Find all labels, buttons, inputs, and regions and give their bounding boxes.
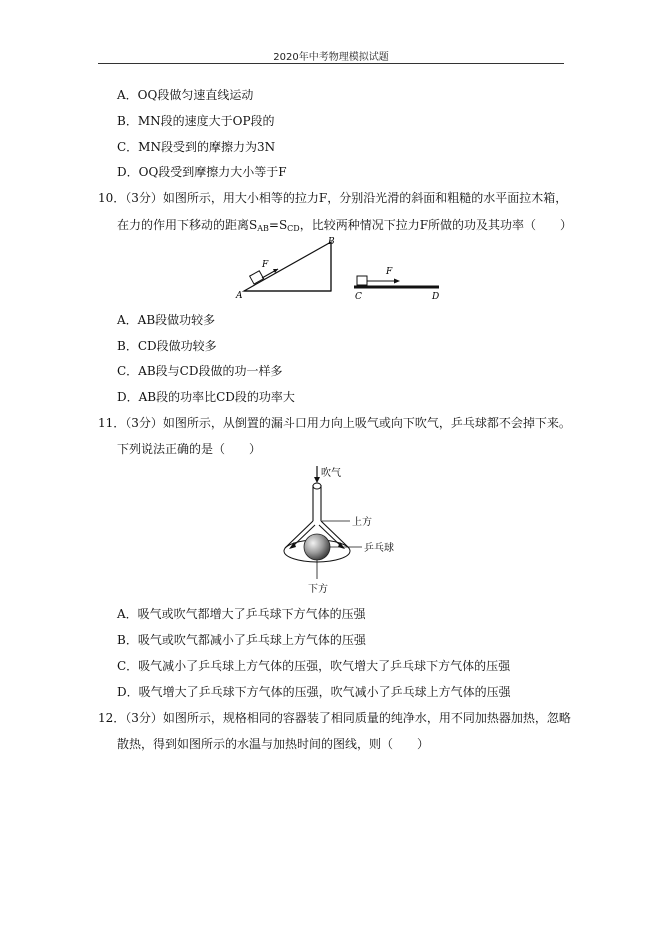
q12-stem-line2: 散热，得到如图所示的水温与加热时间的图线，则（ ） <box>117 737 430 751</box>
q11-option-a: A．吸气或吹气都增大了乒乓球下方气体的压强 <box>117 607 366 621</box>
q10-option-a: A．AB段做功较多 <box>117 313 216 327</box>
q11-funnel-figure <box>276 463 394 598</box>
q9-option-c: C．MN段受到的摩擦力为3N <box>117 140 276 154</box>
label-above: 上方 <box>352 517 372 528</box>
q9-option-b: B．MN段的速度大于OP段的 <box>117 114 275 128</box>
q11-stem-line2: 下列说法正确的是（ ） <box>117 442 262 456</box>
label-blow: 吹气 <box>321 468 341 479</box>
label-b: B <box>328 237 335 247</box>
q10-option-b: B．CD段做功较多 <box>117 339 217 353</box>
floor-f-label: F <box>386 267 393 277</box>
q10-option-d: D．AB段的功率比CD段的功率大 <box>117 390 295 404</box>
floor-box <box>357 276 367 285</box>
ping-pong-ball <box>304 534 330 560</box>
incline-f-label: F <box>262 260 269 270</box>
q9-option-d: D．OQ段受到摩擦力大小等于F <box>117 165 287 179</box>
label-ball: 乒乓球 <box>364 543 394 554</box>
label-a: A <box>236 291 243 301</box>
q11-option-b: B．吸气或吹气都减小了乒乓球上方气体的压强 <box>117 633 366 647</box>
q12-stem-line1: 12．（3分）如图所示，规格相同的容器装了相同质量的纯净水，用不同加热器加热，忽略 <box>98 711 571 725</box>
incline-box <box>250 271 264 284</box>
q10-figure <box>230 234 445 304</box>
q10-stem-line1: 10．（3分）如图所示，用大小相等的拉力F，分别沿光滑的斜面和粗糙的水平面拉木箱， <box>98 191 568 205</box>
header-rule <box>98 63 564 64</box>
q11-option-c: C．吸气减小了乒乓球上方气体的压强，吹气增大了乒乓球下方气体的压强 <box>117 659 511 673</box>
q11-stem-line1: 11．（3分）如图所示，从倒置的漏斗口用力向上吸气或向下吹气，乒乓球都不会掉下来。 <box>98 416 571 430</box>
label-c: C <box>355 292 362 302</box>
q11-option-d: D．吸气增大了乒乓球下方气体的压强，吹气减小了乒乓球上方气体的压强 <box>117 685 511 699</box>
q10-option-c: C．AB段与CD段做的功一样多 <box>117 364 283 378</box>
label-below: 下方 <box>308 584 328 595</box>
q10-stem-line2: 在力的作用下移动的距离$S_{AB}=S_{CD}$，比较两种情况下拉力F所做的功及其功率（ ） <box>117 218 573 233</box>
incline-triangle <box>244 242 331 291</box>
q9-option-a: A．OQ段做匀速直线运动 <box>117 88 254 102</box>
page-header: 2020年中考物理模拟试题 <box>273 52 389 63</box>
label-d: D <box>432 292 440 302</box>
